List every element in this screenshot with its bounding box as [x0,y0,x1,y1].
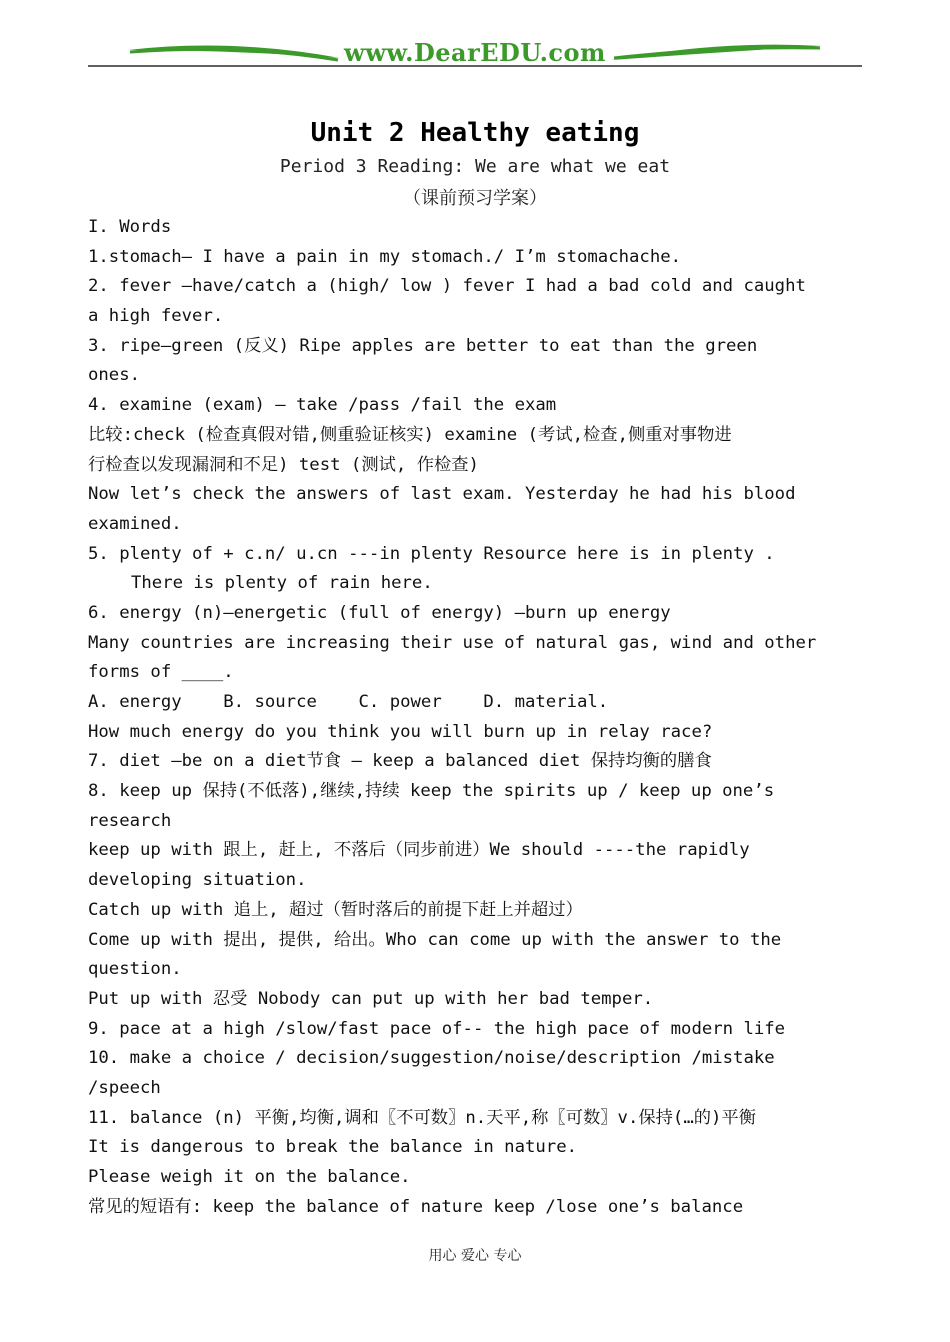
page-footer: 用心 爱心 专心 [428,1248,522,1264]
text-line: ones. [88,365,141,386]
text-line: Catch up with 追上, 超过（暂时落后的前提下赶上并超过） [88,899,583,920]
text-line: 比较:check (检查真假对错,侧重验证核实) examine (考试,检查,侧重对事物进 [88,424,732,445]
text-line: 6. energy (n)—energetic (full of energy) –burn up energy [88,602,671,623]
text-line: forms of ____. [88,662,234,683]
text-line: 4. examine (exam) – take /pass /fail the exam [88,395,557,416]
text-line: It is dangerous to break the balance in nature. [88,1137,577,1158]
text-line: Now let’s check the answers of last exam. Yesterday he had his blood [88,484,796,505]
text-line: 7. diet –be on a diet节食 – keep a balanced diet 保持均衡的膳食 [88,751,712,772]
page-subtitle: Period 3 Reading: We are what we eat [279,156,671,177]
page-header [0,0,950,80]
text-line: a high fever. [88,306,224,327]
text-line: research [88,810,172,831]
text-line: Put up with 忍受 Nobody can put up with her bad temper. [88,988,654,1009]
text-line: question. [88,959,182,980]
text-line: There is plenty of rain here. [131,573,433,594]
text-line: developing situation. [88,870,307,891]
text-line: 行检查以发现漏洞和不足) test (测试, 作检查) [88,454,479,475]
text-line: 11. balance (n) 平衡,均衡,调和〖不可数〗n.天平,称〖可数〗v.保持(…的)平衡 [88,1107,756,1128]
text-line: A. energy B. source C. power D. material. [88,692,609,712]
text-line: 9. pace at a high /slow/fast pace of-- the high pace of modern life [88,1018,786,1039]
text-line: 10. make a choice / decision/suggestion/noise/description /mistake [88,1048,775,1069]
text-line: I. Words [88,217,172,237]
text-line: examined. [88,513,182,534]
site-logo-text: www.DearEDU.com [344,38,606,67]
text-line: 8. keep up 保持(不低落),继续,持续 keep the spirits up / keep up one’s [88,781,775,802]
text-line: 2. fever –have/catch a (high/ low ) fever I had a bad cold and caught [88,276,806,297]
text-line: Come up with 提出, 提供, 给出。Who can come up with the answer to the [88,929,782,950]
text-line: Many countries are increasing their use of natural gas, wind and other [88,632,817,653]
text-line: keep up with 跟上, 赶上, 不落后（同步前进）We should ----the rapidly [88,840,750,861]
text-line: 常见的短语有: keep the balance of nature keep /lose one’s balance [88,1196,744,1217]
text-line: 3. ripe—green (反义) Ripe apples are better to eat than the green [88,335,758,356]
page-title: Unit 2 Healthy eating [310,118,640,148]
text-line: 5. plenty of + c.n/ u.cn ---in plenty Resource here is in plenty . [88,543,775,564]
page-subtitle-note: （课前预习学案） [403,188,547,209]
text-line: Please weigh it on the balance. [88,1167,411,1187]
text-line: 1.stomach— I have a pain in my stomach./ I’m stomachache. [88,246,682,267]
text-line: /speech [88,1077,161,1098]
document-body [88,213,868,1222]
text-line: How much energy do you think you will burn up in relay race? [88,721,713,742]
